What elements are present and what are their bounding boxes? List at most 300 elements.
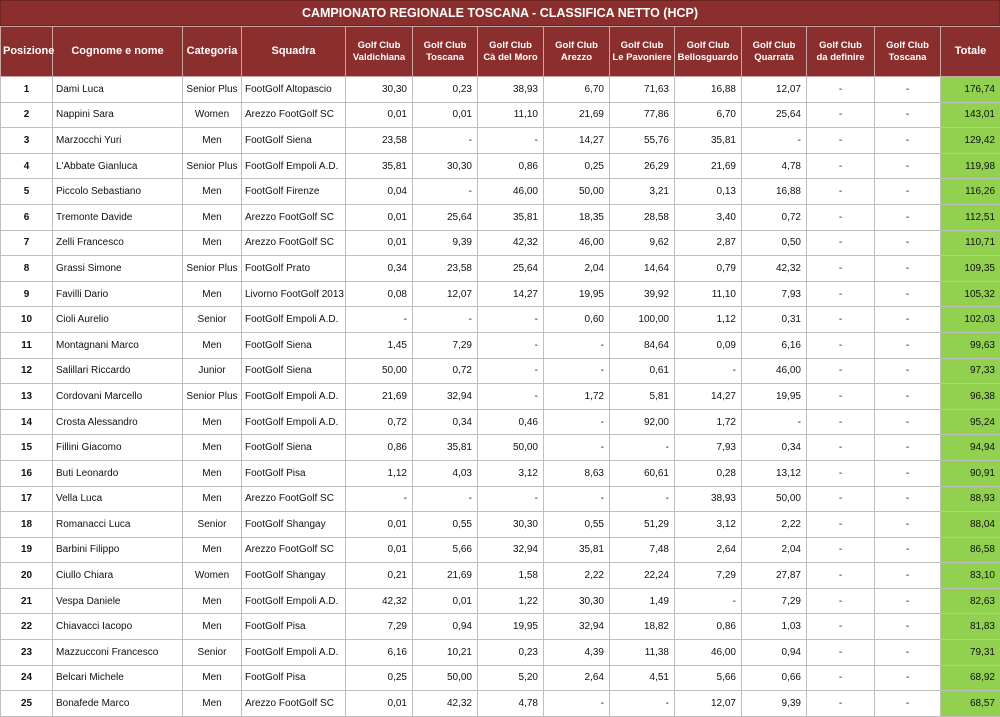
team-cell: Arezzo FootGolf SC [242, 486, 346, 512]
team-cell: FootGolf Siena [242, 128, 346, 154]
score-cell: 2,22 [742, 512, 807, 538]
score-cell: - [875, 409, 941, 435]
score-cell: 3,12 [478, 460, 544, 486]
score-cell: - [807, 665, 875, 691]
score-cell: - [875, 128, 941, 154]
team-cell: FootGolf Pisa [242, 665, 346, 691]
score-cell: 18,82 [610, 614, 675, 640]
score-cell: 19,95 [742, 384, 807, 410]
score-cell: 46,00 [544, 230, 610, 256]
total-cell: 81,83 [941, 614, 1000, 640]
score-cell: 0,25 [544, 153, 610, 179]
score-cell: 13,12 [742, 460, 807, 486]
score-cell: 6,16 [742, 332, 807, 358]
score-cell: 5,20 [478, 665, 544, 691]
position-cell: 18 [1, 512, 53, 538]
score-cell: 1,58 [478, 563, 544, 589]
score-cell: 7,29 [346, 614, 413, 640]
position-cell: 13 [1, 384, 53, 410]
score-cell: 0,09 [675, 332, 742, 358]
score-cell: - [807, 563, 875, 589]
score-cell: 0,61 [610, 358, 675, 384]
score-cell: - [807, 512, 875, 538]
score-cell: 0,01 [346, 102, 413, 128]
score-cell: - [478, 486, 544, 512]
score-cell: 0,86 [346, 435, 413, 461]
team-cell: FootGolf Firenze [242, 179, 346, 205]
score-cell: 6,70 [544, 77, 610, 103]
position-cell: 6 [1, 204, 53, 230]
team-cell: Arezzo FootGolf SC [242, 102, 346, 128]
score-cell: 35,81 [544, 537, 610, 563]
score-cell: - [544, 409, 610, 435]
total-cell: 88,93 [941, 486, 1000, 512]
table-row [1, 153, 1000, 179]
score-cell: 46,00 [478, 179, 544, 205]
score-cell: - [610, 486, 675, 512]
team-cell: Arezzo FootGolf SC [242, 537, 346, 563]
total-cell: 88,04 [941, 512, 1000, 538]
score-cell: 30,30 [544, 588, 610, 614]
team-cell: FootGolf Pisa [242, 614, 346, 640]
team-cell: FootGolf Shangay [242, 512, 346, 538]
score-cell: 21,69 [544, 102, 610, 128]
player-name-cell: Vella Luca [53, 486, 183, 512]
score-cell: 6,70 [675, 102, 742, 128]
score-cell: - [478, 332, 544, 358]
team-cell: Arezzo FootGolf SC [242, 230, 346, 256]
table-row [1, 281, 1000, 307]
score-cell: - [807, 435, 875, 461]
table-row [1, 665, 1000, 691]
score-cell: - [807, 537, 875, 563]
score-cell: 0,34 [346, 256, 413, 282]
total-cell: 102,03 [941, 307, 1000, 333]
score-cell: 0,13 [675, 179, 742, 205]
total-cell: 112,51 [941, 204, 1000, 230]
score-cell: 14,27 [675, 384, 742, 410]
team-cell: FootGolf Siena [242, 358, 346, 384]
header-golf-club-arezzo: Golf Club Arezzo [544, 27, 610, 77]
total-cell: 82,63 [941, 588, 1000, 614]
score-cell: - [478, 358, 544, 384]
category-cell: Men [183, 537, 242, 563]
total-cell: 129,42 [941, 128, 1000, 154]
position-cell: 19 [1, 537, 53, 563]
score-cell: 30,30 [478, 512, 544, 538]
score-cell: 25,64 [478, 256, 544, 282]
score-cell: 3,12 [675, 512, 742, 538]
team-cell: FootGolf Empoli A.D. [242, 384, 346, 410]
player-name-cell: Zelli Francesco [53, 230, 183, 256]
player-name-cell: Marzocchi Yuri [53, 128, 183, 154]
score-cell: - [875, 307, 941, 333]
category-cell: Men [183, 691, 242, 717]
score-cell: 30,30 [346, 77, 413, 103]
score-cell: 92,00 [610, 409, 675, 435]
category-cell: Senior Plus [183, 153, 242, 179]
score-cell: 1,72 [675, 409, 742, 435]
score-cell: 0,46 [478, 409, 544, 435]
score-cell: - [875, 640, 941, 666]
score-cell: 4,03 [413, 460, 478, 486]
score-cell: 35,81 [346, 153, 413, 179]
score-cell: 4,78 [478, 691, 544, 717]
position-cell: 20 [1, 563, 53, 589]
score-cell: 11,38 [610, 640, 675, 666]
total-cell: 99,63 [941, 332, 1000, 358]
score-cell: 38,93 [675, 486, 742, 512]
table-row [1, 358, 1000, 384]
score-cell: 9,62 [610, 230, 675, 256]
score-cell: 0,01 [413, 102, 478, 128]
header-golf-club-le-pavoniere: Golf Club Le Pavoniere [610, 27, 675, 77]
category-cell: Men [183, 460, 242, 486]
score-cell: - [413, 307, 478, 333]
score-cell: 5,66 [413, 537, 478, 563]
player-name-cell: Buti Leonardo [53, 460, 183, 486]
score-cell: 0,86 [675, 614, 742, 640]
total-cell: 95,24 [941, 409, 1000, 435]
category-cell: Men [183, 614, 242, 640]
position-cell: 24 [1, 665, 53, 691]
position-cell: 8 [1, 256, 53, 282]
score-cell: - [544, 332, 610, 358]
score-cell: 1,03 [742, 614, 807, 640]
team-cell: FootGolf Empoli A.D. [242, 153, 346, 179]
score-cell: - [346, 307, 413, 333]
score-cell: - [742, 128, 807, 154]
score-cell: 27,87 [742, 563, 807, 589]
score-cell: - [413, 486, 478, 512]
score-cell: - [807, 588, 875, 614]
score-cell: 0,01 [346, 512, 413, 538]
score-cell: 84,64 [610, 332, 675, 358]
table-row [1, 435, 1000, 461]
header-totale: Totale [941, 27, 1000, 77]
score-cell: 42,32 [413, 691, 478, 717]
score-cell: 7,29 [675, 563, 742, 589]
total-cell: 79,31 [941, 640, 1000, 666]
score-cell: 1,12 [675, 307, 742, 333]
player-name-cell: Favilli Dario [53, 281, 183, 307]
header-golf-club-toscana-2: Golf Club Toscana [875, 27, 941, 77]
team-cell: Arezzo FootGolf SC [242, 204, 346, 230]
score-cell: 42,32 [742, 256, 807, 282]
header-golf-club-da-definire: Golf Club da definire [807, 27, 875, 77]
header-golf-club-valdichiana: Golf Club Valdichiana [346, 27, 413, 77]
category-cell: Senior Plus [183, 384, 242, 410]
score-cell: 4,78 [742, 153, 807, 179]
score-cell: - [875, 691, 941, 717]
header-squadra: Squadra [242, 27, 346, 77]
score-cell: - [478, 384, 544, 410]
position-cell: 2 [1, 102, 53, 128]
score-cell: 3,40 [675, 204, 742, 230]
player-name-cell: Ciullo Chiara [53, 563, 183, 589]
score-cell: - [875, 332, 941, 358]
score-cell: 12,07 [675, 691, 742, 717]
total-cell: 143,01 [941, 102, 1000, 128]
score-cell: 11,10 [675, 281, 742, 307]
score-cell: - [346, 486, 413, 512]
score-cell: - [807, 460, 875, 486]
score-cell: - [413, 179, 478, 205]
score-cell: 2,04 [544, 256, 610, 282]
position-cell: 9 [1, 281, 53, 307]
total-cell: 86,58 [941, 537, 1000, 563]
position-cell: 23 [1, 640, 53, 666]
score-cell: 42,32 [346, 588, 413, 614]
score-cell: - [807, 102, 875, 128]
score-cell: 0,34 [413, 409, 478, 435]
category-cell: Men [183, 486, 242, 512]
header-cognome-nome: Cognome e nome [53, 27, 183, 77]
header-golf-club-bellosguardo: Golf Club Bellosguardo [675, 27, 742, 77]
score-cell: 22,24 [610, 563, 675, 589]
score-cell: 16,88 [675, 77, 742, 103]
score-cell: 21,69 [413, 563, 478, 589]
score-cell: 0,23 [413, 77, 478, 103]
player-name-cell: Montagnani Marco [53, 332, 183, 358]
player-name-cell: Salillari Riccardo [53, 358, 183, 384]
total-cell: 176,74 [941, 77, 1000, 103]
total-cell: 105,32 [941, 281, 1000, 307]
score-cell: 25,64 [742, 102, 807, 128]
score-cell: 23,58 [413, 256, 478, 282]
score-cell: 19,95 [544, 281, 610, 307]
score-cell: 14,27 [478, 281, 544, 307]
score-cell: 30,30 [413, 153, 478, 179]
table-row [1, 77, 1000, 103]
score-cell: - [675, 358, 742, 384]
score-cell: 51,29 [610, 512, 675, 538]
category-cell: Men [183, 409, 242, 435]
score-cell: 0,01 [346, 230, 413, 256]
score-cell: 8,63 [544, 460, 610, 486]
position-cell: 7 [1, 230, 53, 256]
position-cell: 3 [1, 128, 53, 154]
score-cell: 0,86 [478, 153, 544, 179]
score-cell: - [875, 179, 941, 205]
score-cell: 2,64 [675, 537, 742, 563]
score-cell: - [875, 384, 941, 410]
score-cell: 12,07 [413, 281, 478, 307]
score-cell: - [807, 640, 875, 666]
total-cell: 97,33 [941, 358, 1000, 384]
total-cell: 94,94 [941, 435, 1000, 461]
score-cell: - [807, 358, 875, 384]
position-cell: 11 [1, 332, 53, 358]
score-cell: - [807, 256, 875, 282]
team-cell: FootGolf Empoli A.D. [242, 409, 346, 435]
score-cell: - [807, 691, 875, 717]
team-cell: FootGolf Siena [242, 332, 346, 358]
category-cell: Women [183, 102, 242, 128]
score-cell: 0,34 [742, 435, 807, 461]
score-cell: - [807, 281, 875, 307]
player-name-cell: Bonafede Marco [53, 691, 183, 717]
score-cell: 55,76 [610, 128, 675, 154]
category-cell: Men [183, 332, 242, 358]
score-cell: 0,94 [413, 614, 478, 640]
player-name-cell: Grassi Simone [53, 256, 183, 282]
score-cell: - [875, 614, 941, 640]
table-row [1, 179, 1000, 205]
score-cell: 0,01 [346, 204, 413, 230]
score-cell: - [807, 179, 875, 205]
score-cell: 9,39 [413, 230, 478, 256]
category-cell: Senior [183, 307, 242, 333]
score-cell: - [875, 256, 941, 282]
table-row [1, 307, 1000, 333]
team-cell: FootGolf Empoli A.D. [242, 307, 346, 333]
score-cell: 0,01 [346, 691, 413, 717]
score-cell: - [875, 460, 941, 486]
player-name-cell: Belcari Michele [53, 665, 183, 691]
position-cell: 17 [1, 486, 53, 512]
score-cell: 5,66 [675, 665, 742, 691]
score-cell: 2,87 [675, 230, 742, 256]
score-cell: 0,01 [413, 588, 478, 614]
score-cell: - [544, 486, 610, 512]
score-cell: - [807, 614, 875, 640]
table-row [1, 409, 1000, 435]
score-cell: 0,60 [544, 307, 610, 333]
score-cell: 19,95 [478, 614, 544, 640]
score-cell: 46,00 [675, 640, 742, 666]
table-row [1, 640, 1000, 666]
player-name-cell: Dami Luca [53, 77, 183, 103]
score-cell: - [610, 691, 675, 717]
total-cell: 68,92 [941, 665, 1000, 691]
score-cell: - [875, 102, 941, 128]
score-cell: - [875, 486, 941, 512]
score-cell: 1,12 [346, 460, 413, 486]
team-cell: FootGolf Empoli A.D. [242, 640, 346, 666]
score-cell: 38,93 [478, 77, 544, 103]
score-cell: 50,00 [742, 486, 807, 512]
team-cell: FootGolf Prato [242, 256, 346, 282]
score-cell: 10,21 [413, 640, 478, 666]
score-cell: 0,28 [675, 460, 742, 486]
table-row [1, 486, 1000, 512]
score-cell: - [875, 512, 941, 538]
player-name-cell: Romanacci Luca [53, 512, 183, 538]
score-cell: 23,58 [346, 128, 413, 154]
player-name-cell: Nappini Sara [53, 102, 183, 128]
position-cell: 21 [1, 588, 53, 614]
score-cell: - [875, 153, 941, 179]
table-row [1, 102, 1000, 128]
score-cell: - [875, 281, 941, 307]
score-cell: - [807, 230, 875, 256]
score-cell: - [807, 409, 875, 435]
score-cell: 0,94 [742, 640, 807, 666]
score-cell: 0,08 [346, 281, 413, 307]
position-cell: 22 [1, 614, 53, 640]
table-row [1, 537, 1000, 563]
player-name-cell: Mazzucconi Francesco [53, 640, 183, 666]
score-cell: 35,81 [478, 204, 544, 230]
score-cell: - [875, 358, 941, 384]
team-cell: FootGolf Empoli A.D. [242, 588, 346, 614]
score-cell: 100,00 [610, 307, 675, 333]
score-cell: - [807, 77, 875, 103]
player-name-cell: L'Abbate Gianluca [53, 153, 183, 179]
score-cell: - [807, 204, 875, 230]
score-cell: 0,55 [544, 512, 610, 538]
table-row [1, 460, 1000, 486]
score-cell: - [875, 563, 941, 589]
score-cell: 12,07 [742, 77, 807, 103]
score-cell: - [807, 332, 875, 358]
score-cell: 3,21 [610, 179, 675, 205]
score-cell: 32,94 [544, 614, 610, 640]
standings-table [0, 26, 1000, 717]
header-categoria: Categoria [183, 27, 242, 77]
position-cell: 25 [1, 691, 53, 717]
player-name-cell: Piccolo Sebastiano [53, 179, 183, 205]
player-name-cell: Vespa Daniele [53, 588, 183, 614]
score-cell: 0,55 [413, 512, 478, 538]
player-name-cell: Chiavacci Iacopo [53, 614, 183, 640]
header-row [1, 27, 1000, 77]
score-cell: - [675, 588, 742, 614]
score-cell: 21,69 [346, 384, 413, 410]
score-cell: 0,25 [346, 665, 413, 691]
score-cell: - [742, 409, 807, 435]
position-cell: 10 [1, 307, 53, 333]
score-cell: 28,58 [610, 204, 675, 230]
score-cell: 4,39 [544, 640, 610, 666]
table-row [1, 230, 1000, 256]
score-cell: 0,66 [742, 665, 807, 691]
table-row [1, 691, 1000, 717]
table-row [1, 128, 1000, 154]
category-cell: Senior [183, 640, 242, 666]
score-cell: 1,49 [610, 588, 675, 614]
score-cell: 0,79 [675, 256, 742, 282]
score-cell: 71,63 [610, 77, 675, 103]
position-cell: 14 [1, 409, 53, 435]
category-cell: Senior Plus [183, 77, 242, 103]
score-cell: 46,00 [742, 358, 807, 384]
score-cell: - [875, 230, 941, 256]
score-cell: 7,29 [742, 588, 807, 614]
player-name-cell: Crosta Alessandro [53, 409, 183, 435]
score-cell: - [875, 204, 941, 230]
category-cell: Men [183, 665, 242, 691]
table-row [1, 588, 1000, 614]
score-cell: 14,64 [610, 256, 675, 282]
category-cell: Men [183, 281, 242, 307]
score-cell: 0,04 [346, 179, 413, 205]
category-cell: Men [183, 204, 242, 230]
score-cell: 50,00 [413, 665, 478, 691]
team-cell: FootGolf Altopascio [242, 77, 346, 103]
score-cell: - [875, 588, 941, 614]
score-cell: - [807, 128, 875, 154]
score-cell: 9,39 [742, 691, 807, 717]
score-cell: 26,29 [610, 153, 675, 179]
score-cell: 77,86 [610, 102, 675, 128]
table-row [1, 614, 1000, 640]
category-cell: Women [183, 563, 242, 589]
score-cell: 4,51 [610, 665, 675, 691]
score-cell: - [478, 307, 544, 333]
score-cell: 1,22 [478, 588, 544, 614]
